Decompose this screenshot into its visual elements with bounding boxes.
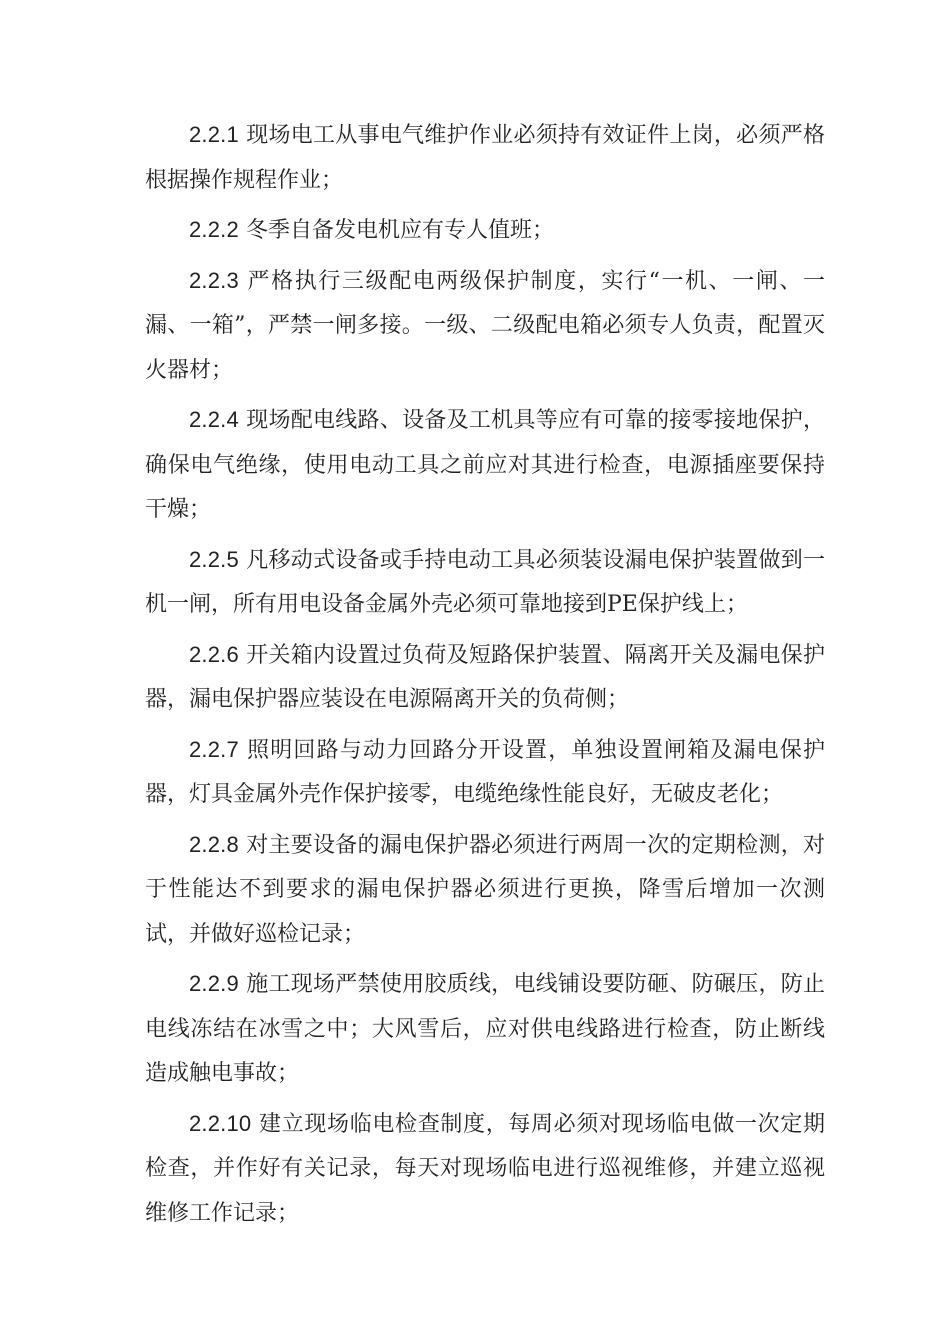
clause-text: 严格执行三级配电两级保护制度，实行“一机、一闸、一漏、一箱”，严禁一闸多接。一级、二级配电箱必须专人负责，配置灭火器材； bbox=[145, 268, 826, 383]
paragraph-2-2-6 bbox=[145, 633, 825, 723]
paragraph-2-2-1 bbox=[145, 113, 825, 203]
clause-number: 2.2.2 bbox=[189, 217, 239, 242]
paragraph-2-2-9 bbox=[145, 962, 825, 1097]
clause-text: 施工现场严禁使用胶质线，电线铺设要防砸、防碾压，防止电线冻结在冰雪之中；大风雪后，应对供电线路进行检查，防止断线造成触电事故； bbox=[145, 972, 825, 1086]
clause-number: 2.2.7 bbox=[189, 736, 239, 762]
clause-text: 开关箱内设置过负荷及短路保护装置、隔离开关及漏电保护器，漏电保护器应装设在电源隔离开关的负荷侧； bbox=[145, 642, 825, 712]
clause-text: 对主要设备的漏电保护器必须进行两周一次的定期检测，对于性能达不到要求的漏电保护器必须进行更换，降雪后增加一次测试，并做好巡检记录； bbox=[145, 832, 825, 947]
paragraph-2-2-7 bbox=[145, 728, 825, 818]
paragraph-2-2-10 bbox=[145, 1102, 825, 1237]
paragraph-2-2-5 bbox=[145, 538, 825, 628]
clause-text: 建立现场临电检查制度，每周必须对现场临电做一次定期检查，并作好有关记录，每天对现场临电进行巡视维修，并建立巡视维修工作记录； bbox=[145, 1111, 825, 1226]
paragraph-2-2-4 bbox=[145, 398, 825, 533]
paragraph-2-2-8 bbox=[145, 823, 825, 958]
clause-text: 冬季自备发电机应有专人值班； bbox=[245, 218, 554, 243]
clause-number: 2.2.8 bbox=[189, 831, 239, 857]
clause-number: 2.2.1 bbox=[189, 122, 239, 147]
paragraph-2-2-3 bbox=[145, 259, 825, 394]
document-body bbox=[145, 113, 825, 1236]
clause-number: 2.2.6 bbox=[189, 641, 239, 667]
clause-text: 现场电工从事电气维护作业必须持有效证件上岗，必须严格根据操作规程作业； bbox=[145, 123, 825, 193]
clause-text: 照明回路与动力回路分开设置，单独设置闸箱及漏电保护器，灯具金属外壳作保护接零，电缆绝缘性能良好，无破皮老化； bbox=[145, 737, 825, 807]
clause-number: 2.2.4 bbox=[189, 407, 239, 432]
clause-number: 2.2.3 bbox=[189, 267, 239, 293]
clause-number: 2.2.5 bbox=[189, 546, 239, 572]
paragraph-2-2-2 bbox=[145, 208, 825, 254]
clause-number: 2.2.9 bbox=[189, 971, 239, 996]
clause-text: 现场配电线路、设备及工机具等应有可靠的接零接地保护，确保电气绝缘，使用电动工具之前应对其进行检查，电源插座要保持干燥； bbox=[145, 408, 825, 522]
clause-number: 2.2.10 bbox=[189, 1110, 252, 1136]
clause-text: 凡移动式设备或手持电动工具必须装设漏电保护装置做到一机一闸，所有用电设备金属外壳必须可靠地接到PE保护线上； bbox=[145, 547, 825, 617]
